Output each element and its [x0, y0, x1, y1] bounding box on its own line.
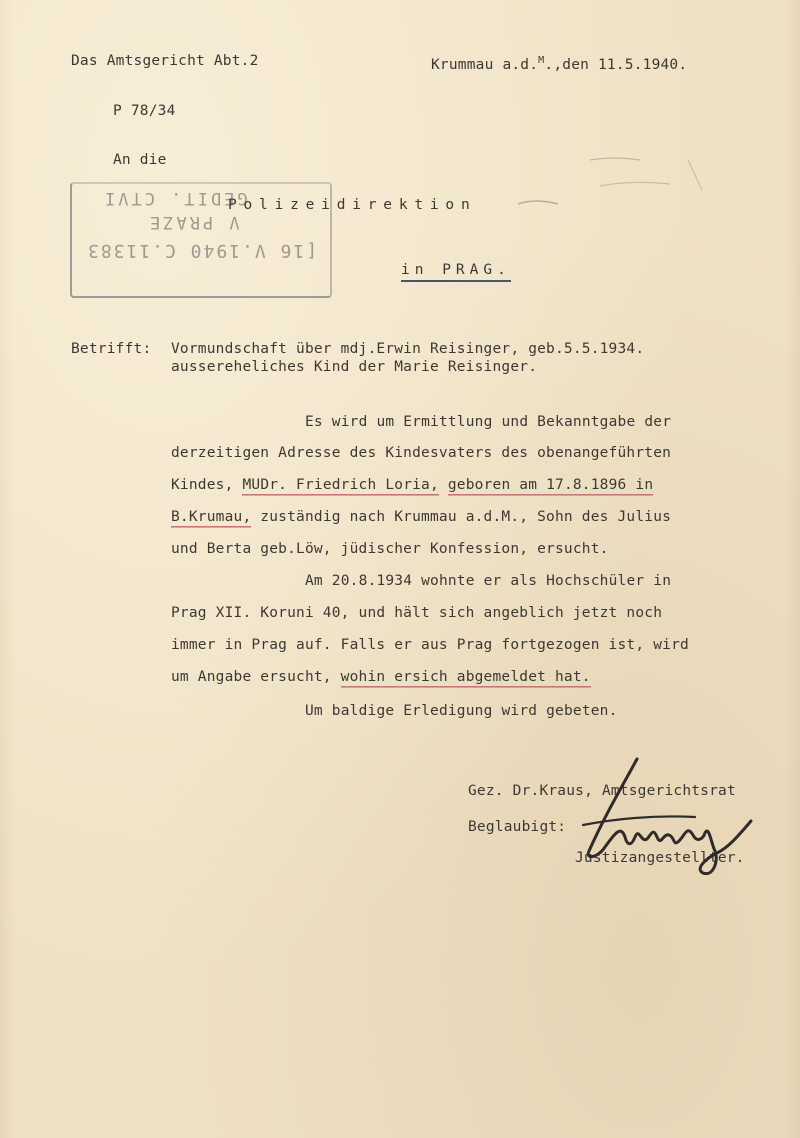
- recipient-city: in PRAG.: [401, 261, 511, 279]
- pencil-marks: [0, 0, 800, 400]
- body-line: Prag XII. Koruni 40, und hält sich angeblich jetzt noch: [171, 605, 663, 621]
- place-date: Krummau a.d.$^M$.,den 11.5.1940.: [431, 55, 688, 73]
- clerk-title: Justizangestellter.: [575, 850, 745, 866]
- court-name: Das Amtsgericht Abt.2: [71, 53, 259, 69]
- body-line: derzeitigen Adresse des Kindesvaters des obenangeführten: [171, 445, 672, 461]
- certified-label: Beglaubigt:: [468, 819, 567, 835]
- signed-by: Gez. Dr.Kraus, Amtsgerichtsrat: [468, 783, 736, 799]
- reference-number: P 78/34: [113, 103, 176, 119]
- subject-line-2: aussereheliches Kind der Marie Reisinger.: [171, 359, 538, 375]
- salutation: An die: [113, 152, 167, 168]
- body-line: Am 20.8.1934 wohnte er als Hochschüler in: [305, 573, 672, 589]
- subject-line-1: Vormundschaft über mdj.Erwin Reisinger, geb.5.5.1934.: [171, 341, 645, 357]
- handwritten-signature: [575, 755, 765, 885]
- subject-label: Betrifft:: [71, 341, 152, 357]
- body-line: um Angabe ersucht, wohin ersich abgemeldet hat.: [171, 668, 591, 686]
- closing-request: Um baldige Erledigung wird gebeten.: [305, 703, 618, 719]
- body-line: Kindes, MUDr. Friedrich Loria, geboren am 17.8.1896 in: [171, 476, 653, 494]
- body-line: Es wird um Ermittlung und Bekanntgabe der: [305, 414, 672, 430]
- recipient: Polizeidirektion: [228, 197, 477, 213]
- body-line: B.Krumau, zuständig nach Krummau a.d.M., Sohn des Julius: [171, 508, 671, 526]
- receipt-stamp: GEDIT. CTVI V PRAZE [16 V.1940 C.11383: [70, 182, 332, 298]
- body-line: immer in Prag auf. Falls er aus Prag fortgezogen ist, wird: [171, 637, 689, 653]
- body-line: und Berta geb.Löw, jüdischer Konfession, ersucht.: [171, 541, 609, 557]
